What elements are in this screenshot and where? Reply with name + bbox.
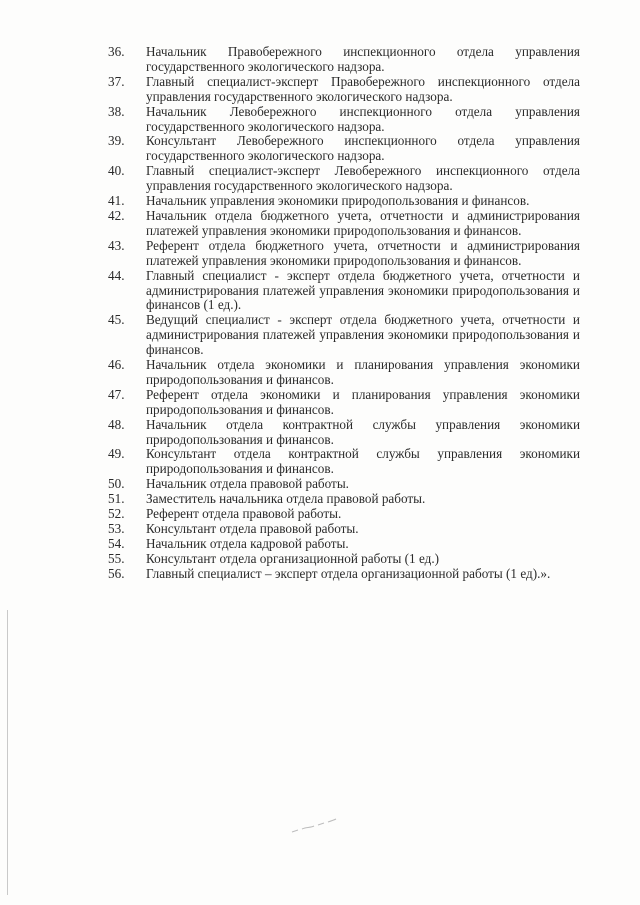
item-number: 37. [108,73,125,89]
item-number: 42. [108,207,125,223]
item-text: Консультант отдела правовой работы. [146,521,359,536]
list-item [108,358,580,388]
list-item [108,239,580,269]
item-number: 41. [108,193,125,209]
list-item [108,45,580,75]
item-number: 55. [108,550,125,566]
item-number: 44. [108,267,125,283]
list-item [108,507,580,522]
item-number: 50. [108,476,125,492]
item-number: 51. [108,491,125,507]
list-item [108,537,580,552]
item-number: 48. [108,416,125,432]
faint-scan-mark [290,818,338,836]
item-text: Главный специалист-эксперт Левобережного инспекционного отдела управления государственного экологического надзора. [146,163,580,194]
item-number: 47. [108,386,125,402]
item-number: 38. [108,103,125,119]
item-number: 56. [108,565,125,581]
scan-margin-line [7,610,8,895]
item-number: 52. [108,506,125,522]
item-text: Главный специалист-эксперт Правобережного инспекционного отдела управления государственного экологического надзора. [146,73,580,104]
item-text: Начальник отдела правовой работы. [146,476,349,492]
list-item [108,567,580,582]
item-text: Начальник отдела бюджетного учета, отчетности и администрирования платежей управления экономики природопользования и финансов. [146,207,580,238]
item-text: Начальник Левобережного инспекционного отдела управления государственного экологического надзора. [146,103,580,134]
item-number: 36. [108,44,125,59]
item-number: 54. [108,535,125,551]
item-text: Главный специалист – эксперт отдела организационной работы (1 ед).». [146,565,551,581]
position-list [108,45,580,582]
item-text: Референт отдела бюджетного учета, отчетности и администрирования платежей управления экономики природопользования и финансов. [146,237,580,268]
item-text: Начальник отдела контрактной службы управления экономики природопользования и финансов. [146,416,580,447]
item-text: Консультант отдела организационной работы (1 ед.) [146,550,440,566]
list-item [108,492,580,507]
item-text: Начальник Правобережного инспекционного отдела управления государственного экологического надзора. [146,44,580,74]
list-item [108,194,580,209]
list-item [108,164,580,194]
item-text: Ведущий специалист - эксперт отдела бюджетного учета, отчетности и администрирования платежей управления экономики природопользования и финансов. [146,312,580,358]
item-text: Референт отдела правовой работы. [146,506,342,522]
item-number: 39. [108,133,125,149]
list-item [108,313,580,358]
list-item [108,477,580,492]
item-text: Начальник отдела экономики и планирования управления экономики природопользования и финансов. [146,357,580,387]
item-text: Начальник управления экономики природопользования и финансов. [146,193,530,209]
list-item [108,134,580,164]
list-item [108,388,580,418]
item-number: 53. [108,521,125,536]
list-item [108,105,580,135]
item-number: 40. [108,163,125,179]
list-item [108,75,580,105]
item-text: Консультант Левобережного инспекционного отдела управления государственного экологического надзора. [146,133,580,164]
list-item [108,418,580,448]
list-item [108,447,580,477]
item-number: 43. [108,237,125,253]
item-text: Консультант отдела контрактной службы управления экономики природопользования и финансов. [146,446,580,477]
item-number: 49. [108,446,125,462]
list-item [108,552,580,567]
item-text: Главный специалист - эксперт отдела бюджетного учета, отчетности и администрирования платежей управления экономики природопользования и финансов (1 ед.). [146,267,580,313]
item-text: Заместитель начальника отдела правовой работы. [146,491,426,507]
item-number: 45. [108,312,125,328]
item-number: 46. [108,357,125,373]
item-text: Начальник отдела кадровой работы. [146,535,349,551]
list-item [108,209,580,239]
list-item [108,522,580,537]
list-item [108,269,580,314]
item-text: Референт отдела экономики и планирования управления экономики природопользования и финансов. [146,386,580,417]
